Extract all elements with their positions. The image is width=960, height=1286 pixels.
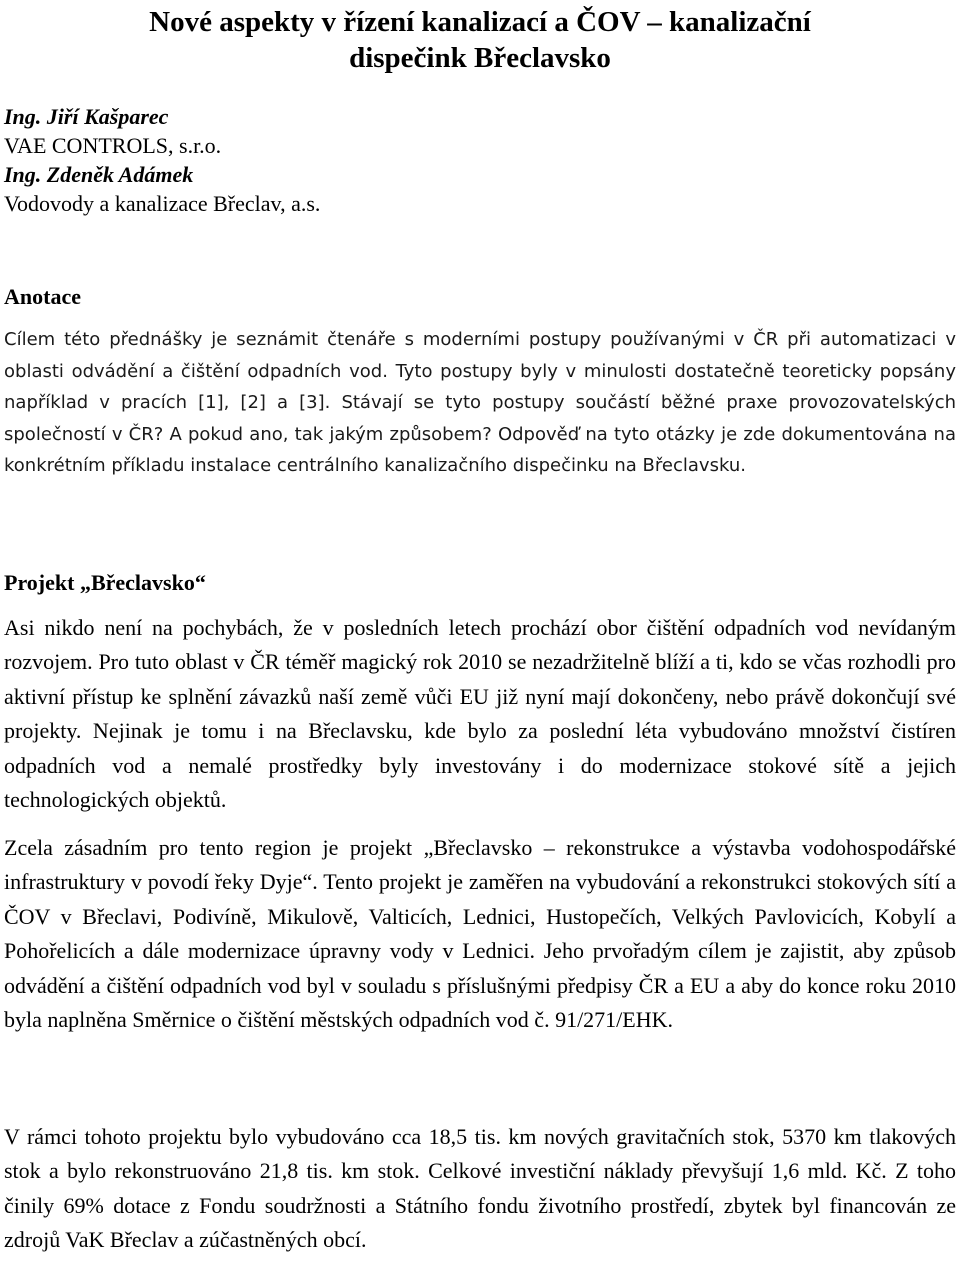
author-name: Ing. Zdeněk Adámek <box>4 162 194 187</box>
author-affiliation: VAE CONTROLS, s.r.o. <box>4 133 222 158</box>
paper-title-line-1: Nové aspekty v řízení kanalizací a ČOV – kanalizační <box>149 6 811 38</box>
body-paragraph: Zcela zásadním pro tento region je projekt „Břeclavsko – rekonstrukce a výstavba vodohospodářské infrastruktury v povodí řeky Dyje“. Tento projekt je zaměřen na vybudování a rekonstrukci stokových sítí a ČOV v Břeclavi, Podivíně, Mikulově, Valticích, Lednici, Hustopečích, Velkých Pavlovicích, Kobylí a Pohořelicích a dále modernizace úpravny vody v Lednici. Jeho prvořadým cílem je zajistit, aby způsob odvádění a čištění odpadních vod byl v souladu s příslušnými předpisy ČR a EU a aby do konce roku 2010 byla naplněna Směrnice o čištění městských odpadních vod č. 91/271/EHK. <box>4 835 956 1033</box>
body-paragraph: V rámci tohoto projektu bylo vybudováno cca 18,5 tis. km nových gravitačních stok, 5370 km tlakových stok a bylo rekonstruováno 21,8 tis. km stok. Celkové investiční náklady převyšují 1,6 mld. Kč. Z toho činily 69% dotace z Fondu soudržnosti a Státního fondu životního prostředí, zbytek byl financován ze zdrojů VaK Břeclav a zúčastněných obcí. <box>4 1124 956 1253</box>
author-block <box>4 102 320 218</box>
author-name: Ing. Jiří Kašparec <box>4 104 169 129</box>
author-affiliation: Vodovody a kanalizace Břeclav, a.s. <box>4 191 321 216</box>
section-heading: Projekt „Břeclavsko“ <box>4 570 206 595</box>
body-paragraph: Asi nikdo není na pochybách, že v posledních letech prochází obor čištění odpadních vod nevídaným rozvojem. Pro tuto oblast v ČR téměř magický rok 2010 se nezadržitelně blíží a ti, kdo se včas rozhodli pro aktivní přístup ke splnění závazků naší země vůči EU již nyní mají dokončeny, nebo právě dokončují své projekty. Nejinak je tomu i na Břeclavsku, kde bylo za poslední léta vybudováno množství čistíren odpadních vod a nemalé prostředky byly investovány i do modernizace stokové sítě a jejich technologických objektů. <box>4 615 956 813</box>
abstract-heading: Anotace <box>4 284 81 309</box>
paper-title <box>90 4 870 76</box>
paper-title-line-2: dispečink Břeclavsko <box>349 42 611 74</box>
abstract-paragraph: Cílem této přednášky je seznámit čtenáře s moderními postupy používanými v ČR při automatizaci v oblasti odvádění a čištění odpadních vod. Tyto postupy byly v minulosti dostatečně teoreticky popsány například v pracích [1], [2] a [3]. Stávají se tyto postupy součástí běžné praxe provozovatelských společností v ČR? A pokud ano, tak jakým způsobem? Odpověď na tyto otázky je zde dokumentována na konkrétním příkladu instalace centrálního kanalizačního dispečinku na Břeclavsku. <box>4 329 956 477</box>
